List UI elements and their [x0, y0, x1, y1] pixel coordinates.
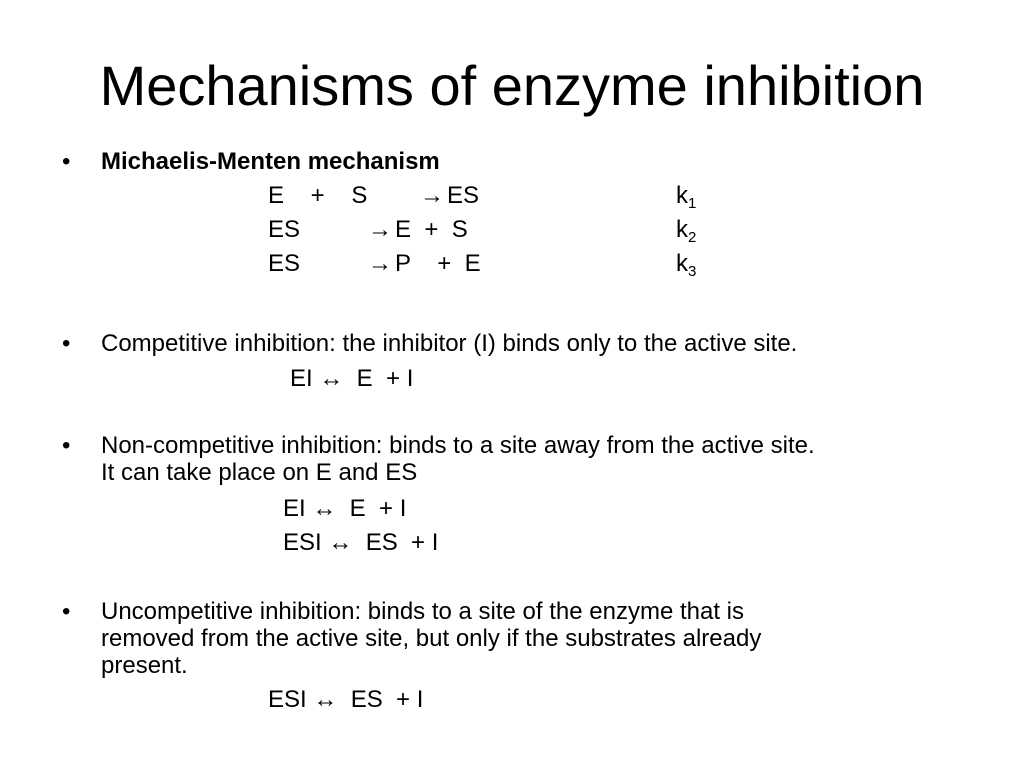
reaction-rhs: ES [447, 182, 480, 209]
bullet-marker: • [62, 432, 71, 459]
rate-constant [676, 182, 696, 210]
right-arrow: → [368, 216, 392, 243]
rate-subscript: 3 [688, 263, 697, 280]
uncompetitive-equation: ESI ↔ ES + I [268, 686, 424, 713]
bullet-marker: • [62, 598, 71, 625]
mm-heading: Michaelis-Menten mechanism [101, 148, 440, 175]
reaction-rhs: P + E [395, 250, 481, 277]
uncompetitive-text-line-3: present. [101, 652, 188, 679]
rate-symbol: k [676, 250, 688, 277]
right-arrow: → [420, 182, 444, 209]
noncompetitive-equation-2: ESI ↔ ES + I [283, 529, 439, 556]
reaction-lhs: E + S [268, 182, 368, 209]
slide-title: Mechanisms of enzyme inhibition [99, 54, 925, 117]
noncompetitive-text-line-2: It can take place on E and ES [101, 459, 418, 486]
bullet-marker: • [62, 330, 71, 357]
noncompetitive-equation-1: EI ↔ E + I [283, 495, 407, 522]
bullet-marker: • [62, 148, 71, 175]
rate-symbol: k [676, 216, 688, 243]
rate-subscript: 1 [688, 195, 697, 212]
competitive-equation: EI ↔ E + I [290, 365, 414, 392]
right-arrow: → [368, 250, 392, 277]
reaction-lhs: ES [268, 216, 301, 243]
reaction-rhs: E + S [395, 216, 468, 243]
rate-subscript: 2 [688, 229, 697, 246]
uncompetitive-text-line-1: Uncompetitive inhibition: binds to a site of the enzyme that is [101, 598, 745, 625]
uncompetitive-text-line-2: removed from the active site, but only if the substrates already [101, 625, 762, 652]
reaction-lhs: ES [268, 250, 301, 277]
rate-constant [676, 250, 696, 278]
competitive-text: Competitive inhibition: the inhibitor (I) binds only to the active site. [101, 330, 798, 357]
rate-symbol: k [676, 182, 688, 209]
rate-constant [676, 216, 696, 244]
noncompetitive-text-line-1: Non-competitive inhibition: binds to a site away from the active site. [101, 432, 815, 459]
